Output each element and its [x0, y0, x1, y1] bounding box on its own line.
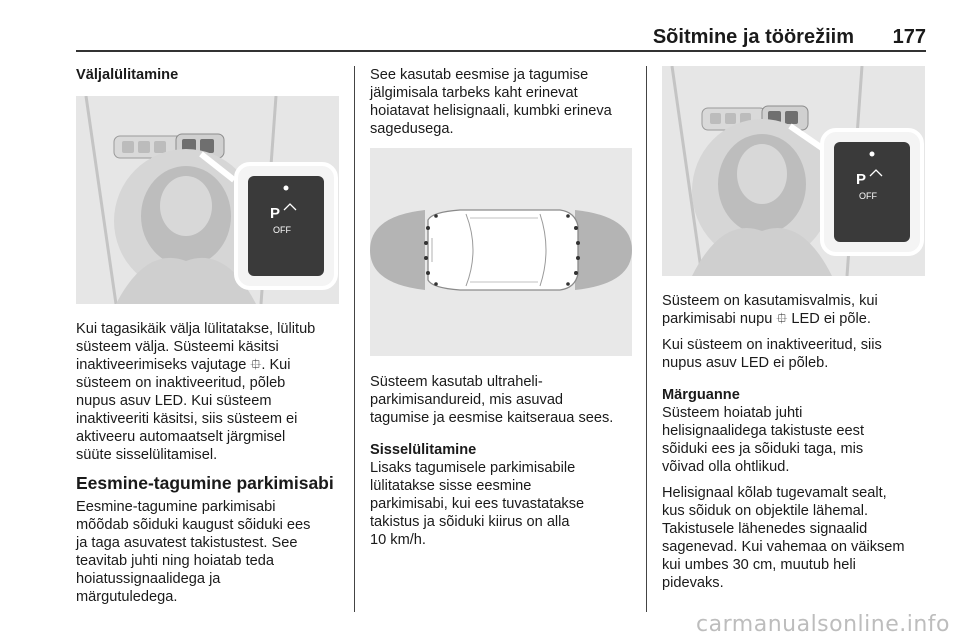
column-2	[370, 66, 642, 138]
text-line: hoiatussignaalidega ja	[76, 571, 221, 587]
text-line: See kasutab eesmise ja tagumise	[370, 67, 589, 83]
column-1	[76, 66, 346, 84]
text-line: süsteem on inaktiveeritud, põleb	[76, 375, 286, 391]
column-divider-2	[646, 66, 647, 612]
text-line: hoiatavat helisignaali, kumbki erineva	[370, 103, 612, 119]
text-line: sagenevad. Kui vahemaa on väiksem	[662, 539, 905, 555]
para-enable	[370, 459, 642, 549]
para-ready	[662, 292, 932, 328]
text-line: kui umbes 30 cm, muutub heli	[662, 557, 856, 573]
page-number: 177	[892, 26, 926, 48]
console-drawing	[662, 66, 925, 276]
text-line: takistus ja sõiduki kiirus on alla	[370, 514, 570, 530]
text-line: mõõdab sõiduki kaugust sõiduki ees	[76, 517, 311, 533]
text-line: süüte sisselülitamisel.	[76, 447, 218, 463]
column-3-body	[662, 292, 932, 592]
para-inactive	[662, 336, 932, 372]
text-line: märgutuledega.	[76, 589, 178, 605]
text-line: parkimisabi nupu ⯐ LED ei põle.	[662, 311, 871, 327]
para-front-rear	[76, 498, 351, 606]
sensor-range-illustration	[370, 148, 632, 356]
text-line: 10 km/h.	[370, 532, 426, 548]
console-illustration-1	[76, 96, 339, 304]
text-line: ja taga asuvatest takistustest. See	[76, 535, 298, 551]
column-2-body	[370, 373, 642, 549]
p-icon: P	[270, 205, 281, 222]
text-line: inaktiveeriti käsitsi, siis süsteem ei	[76, 411, 298, 427]
text-line: kus sõiduk on objektile lähemal.	[662, 503, 869, 519]
text-line: Lisaks tagumisele parkimisabile	[370, 460, 576, 476]
text-line: sagedusega.	[370, 121, 454, 137]
note-para-1	[662, 404, 932, 476]
text-line: Süsteem kasutab ultraheli-	[370, 374, 543, 390]
console-illustration-2	[662, 66, 925, 276]
text-line: Kui süsteem on inaktiveeritud, siis	[662, 337, 882, 353]
column-divider-1	[354, 66, 355, 612]
text-line: Takistusele lähenedes signaalid	[662, 521, 868, 537]
text-line: Süsteem on kasutamisvalmis, kui	[662, 293, 878, 309]
para-disable	[76, 320, 351, 464]
text-line: jälgimisala tarbeks kaht erinevat	[370, 85, 578, 101]
text-line: süsteem välja. Süsteemi käsitsi	[76, 339, 279, 355]
p-icon: P	[856, 171, 867, 188]
text-line: teavitab juhti ning hoiatab teda	[76, 553, 274, 569]
text-line: Eesmine-tagumine parkimisabi	[76, 499, 276, 515]
watermark-text: carmanualsonline.info	[696, 612, 950, 637]
text-line: nupus asuv LED. Kui süsteem	[76, 393, 272, 409]
chapter-title: Sõitmine ja töörežiim	[652, 26, 854, 48]
text-line: Helisignaal kõlab tugevamalt sealt,	[662, 485, 887, 501]
text-line: helisignaalidega takistuste eest	[662, 423, 865, 439]
text-line: Süsteem hoiatab juhti	[662, 405, 803, 421]
note-heading: Märguanne	[662, 387, 740, 403]
off-icon: OFF	[859, 191, 877, 201]
text-line: pidevaks.	[662, 575, 724, 591]
text-line: võivad olla ohtlikud.	[662, 459, 790, 475]
text-line: lülitatakse sisse eesmine	[370, 478, 532, 494]
section-heading-enable: Sisselülitamine	[370, 442, 477, 458]
text-line: parkimisabi, kui ees tuvastatakse	[370, 496, 585, 512]
page-header	[76, 26, 926, 50]
section-heading-disable: Väljalülitamine	[76, 67, 179, 83]
note-para-2	[662, 484, 932, 592]
para-signals	[370, 66, 642, 138]
column-1-body	[76, 320, 351, 606]
text-line: inaktiveerimiseks vajutage ⯐. Kui	[76, 357, 291, 373]
car-topview-drawing	[370, 148, 632, 356]
text-line: nupus asuv LED ei põleb.	[662, 355, 829, 371]
off-icon: OFF	[273, 225, 291, 235]
text-line: sõiduki ees ja sõiduki taga, mis	[662, 441, 864, 457]
header-rule	[76, 50, 926, 52]
console-drawing	[76, 96, 339, 304]
section-heading-front-rear: Eesmine-tagumine parkimisabi	[76, 473, 334, 493]
text-line: Kui tagasikäik välja lülitatakse, lülitub	[76, 321, 316, 337]
text-line: aktiveeru automaatselt järgmisel	[76, 429, 286, 445]
text-line: parkimisandureid, mis asuvad	[370, 392, 564, 408]
text-line: tagumise ja eesmise kaitseraua sees.	[370, 410, 614, 426]
para-sensors	[370, 373, 642, 427]
